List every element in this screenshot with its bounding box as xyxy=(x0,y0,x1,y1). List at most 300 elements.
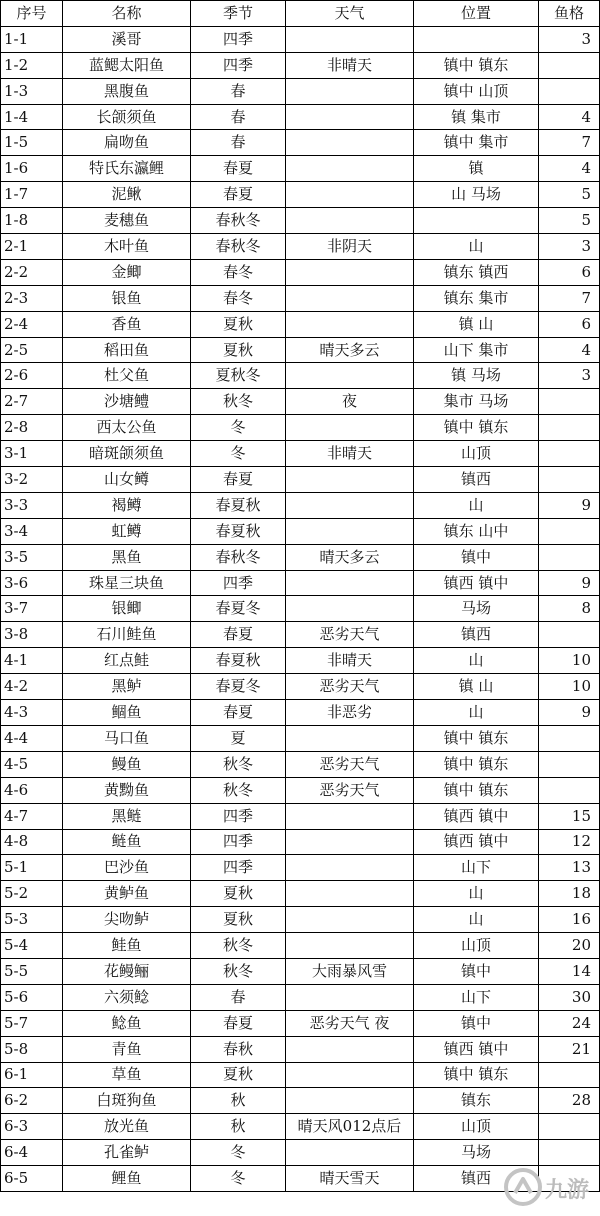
table-row xyxy=(1,363,600,389)
cell-season: 夏秋 xyxy=(191,1062,286,1088)
table-row xyxy=(1,596,600,622)
table-row xyxy=(1,1010,600,1036)
cell-location: 镇 集市 xyxy=(414,104,539,130)
cell-location xyxy=(414,208,539,234)
cell-location: 镇西 xyxy=(414,1166,539,1192)
cell-location: 山 马场 xyxy=(414,182,539,208)
table-row xyxy=(1,467,600,493)
cell-slots xyxy=(539,389,600,415)
cell-name: 六须鲶 xyxy=(63,984,191,1010)
cell-location: 山下 集市 xyxy=(414,337,539,363)
cell-name: 鲢鱼 xyxy=(63,829,191,855)
cell-weather: 晴天多云 xyxy=(286,337,414,363)
cell-name: 马口鱼 xyxy=(63,725,191,751)
cell-id: 6-1 xyxy=(1,1062,63,1088)
cell-slots: 4 xyxy=(539,156,600,182)
cell-slots: 18 xyxy=(539,881,600,907)
cell-weather xyxy=(286,259,414,285)
cell-name: 放光鱼 xyxy=(63,1114,191,1140)
cell-slots xyxy=(539,441,600,467)
cell-season: 春冬 xyxy=(191,285,286,311)
cell-slots xyxy=(539,1166,600,1192)
cell-location: 山顶 xyxy=(414,441,539,467)
cell-location: 马场 xyxy=(414,596,539,622)
cell-name: 黑鱼 xyxy=(63,544,191,570)
cell-season: 春秋冬 xyxy=(191,208,286,234)
table-row xyxy=(1,570,600,596)
cell-name: 香鱼 xyxy=(63,311,191,337)
table-row xyxy=(1,389,600,415)
cell-slots: 16 xyxy=(539,907,600,933)
cell-weather xyxy=(286,78,414,104)
table-row xyxy=(1,622,600,648)
cell-season: 春夏 xyxy=(191,156,286,182)
cell-weather: 晴天雪天 xyxy=(286,1166,414,1192)
cell-slots xyxy=(539,1140,600,1166)
cell-location: 镇西 镇中 xyxy=(414,570,539,596)
cell-name: 虹鳟 xyxy=(63,518,191,544)
table-row xyxy=(1,777,600,803)
cell-name: 暗斑颌须鱼 xyxy=(63,441,191,467)
cell-location: 山 xyxy=(414,234,539,260)
cell-location: 镇中 xyxy=(414,958,539,984)
cell-id: 5-5 xyxy=(1,958,63,984)
cell-location xyxy=(414,26,539,52)
cell-id: 5-3 xyxy=(1,907,63,933)
cell-location: 镇中 镇东 xyxy=(414,725,539,751)
cell-location: 镇西 xyxy=(414,622,539,648)
table-row xyxy=(1,1062,600,1088)
header-row xyxy=(1,1,600,27)
cell-name: 花鳗鲡 xyxy=(63,958,191,984)
cell-season: 春夏 xyxy=(191,1010,286,1036)
cell-season: 秋冬 xyxy=(191,933,286,959)
table-row xyxy=(1,881,600,907)
cell-weather xyxy=(286,907,414,933)
cell-season: 春 xyxy=(191,130,286,156)
table-row xyxy=(1,1088,600,1114)
cell-location: 镇东 镇西 xyxy=(414,259,539,285)
cell-season: 秋冬 xyxy=(191,389,286,415)
cell-slots xyxy=(539,467,600,493)
cell-name: 巴沙鱼 xyxy=(63,855,191,881)
cell-id: 1-4 xyxy=(1,104,63,130)
cell-name: 青鱼 xyxy=(63,1036,191,1062)
cell-weather: 恶劣天气 xyxy=(286,622,414,648)
cell-weather xyxy=(286,104,414,130)
cell-id: 5-7 xyxy=(1,1010,63,1036)
cell-slots xyxy=(539,415,600,441)
cell-location: 镇 山 xyxy=(414,311,539,337)
cell-season: 四季 xyxy=(191,855,286,881)
cell-season: 春夏冬 xyxy=(191,596,286,622)
cell-season: 秋冬 xyxy=(191,751,286,777)
cell-id: 3-8 xyxy=(1,622,63,648)
cell-id: 2-3 xyxy=(1,285,63,311)
cell-slots: 3 xyxy=(539,26,600,52)
cell-weather xyxy=(286,829,414,855)
cell-name: 银鱼 xyxy=(63,285,191,311)
table-row xyxy=(1,1114,600,1140)
cell-id: 1-1 xyxy=(1,26,63,52)
table-row xyxy=(1,337,600,363)
cell-location: 山 xyxy=(414,648,539,674)
cell-name: 扁吻鱼 xyxy=(63,130,191,156)
cell-location: 山 xyxy=(414,907,539,933)
cell-id: 4-1 xyxy=(1,648,63,674)
cell-id: 1-8 xyxy=(1,208,63,234)
cell-slots xyxy=(539,1114,600,1140)
cell-id: 3-2 xyxy=(1,467,63,493)
cell-name: 溪哥 xyxy=(63,26,191,52)
cell-weather xyxy=(286,208,414,234)
cell-id: 3-1 xyxy=(1,441,63,467)
cell-weather xyxy=(286,1088,414,1114)
cell-id: 3-4 xyxy=(1,518,63,544)
cell-weather xyxy=(286,1140,414,1166)
table-row xyxy=(1,182,600,208)
cell-season: 秋冬 xyxy=(191,777,286,803)
cell-weather: 恶劣天气 xyxy=(286,777,414,803)
table-row xyxy=(1,855,600,881)
cell-slots: 8 xyxy=(539,596,600,622)
cell-weather xyxy=(286,933,414,959)
cell-name: 黄黝鱼 xyxy=(63,777,191,803)
table-row xyxy=(1,984,600,1010)
cell-weather: 非阴天 xyxy=(286,234,414,260)
cell-slots xyxy=(539,518,600,544)
table-row xyxy=(1,415,600,441)
cell-weather xyxy=(286,725,414,751)
cell-weather: 非晴天 xyxy=(286,52,414,78)
cell-season: 夏秋 xyxy=(191,907,286,933)
cell-season: 夏秋 xyxy=(191,311,286,337)
cell-slots xyxy=(539,78,600,104)
cell-name: 白斑狗鱼 xyxy=(63,1088,191,1114)
cell-weather xyxy=(286,467,414,493)
cell-id: 4-5 xyxy=(1,751,63,777)
cell-id: 4-7 xyxy=(1,803,63,829)
cell-location: 镇东 山中 xyxy=(414,518,539,544)
cell-slots xyxy=(539,622,600,648)
cell-season: 春夏秋 xyxy=(191,492,286,518)
header-id: 序号 xyxy=(1,1,63,27)
cell-name: 珠星三块鱼 xyxy=(63,570,191,596)
cell-name: 杜父鱼 xyxy=(63,363,191,389)
cell-name: 石川鲑鱼 xyxy=(63,622,191,648)
cell-id: 2-5 xyxy=(1,337,63,363)
cell-location: 镇东 xyxy=(414,1088,539,1114)
header-location: 位置 xyxy=(414,1,539,27)
cell-season: 春 xyxy=(191,78,286,104)
cell-slots: 12 xyxy=(539,829,600,855)
cell-location: 镇西 xyxy=(414,467,539,493)
cell-weather: 晴天风012点后 xyxy=(286,1114,414,1140)
table-row xyxy=(1,674,600,700)
table-row xyxy=(1,518,600,544)
cell-location: 山下 xyxy=(414,855,539,881)
cell-slots: 6 xyxy=(539,311,600,337)
cell-name: 麦穗鱼 xyxy=(63,208,191,234)
table-row xyxy=(1,751,600,777)
cell-season: 春 xyxy=(191,984,286,1010)
cell-id: 3-7 xyxy=(1,596,63,622)
cell-weather xyxy=(286,803,414,829)
cell-slots xyxy=(539,751,600,777)
cell-location: 集市 马场 xyxy=(414,389,539,415)
table-row xyxy=(1,234,600,260)
cell-name: 尖吻鲈 xyxy=(63,907,191,933)
cell-id: 5-1 xyxy=(1,855,63,881)
cell-location: 镇东 集市 xyxy=(414,285,539,311)
table-row xyxy=(1,1166,600,1192)
cell-name: 山女鳟 xyxy=(63,467,191,493)
cell-season: 春冬 xyxy=(191,259,286,285)
cell-weather xyxy=(286,130,414,156)
cell-id: 4-3 xyxy=(1,700,63,726)
cell-weather xyxy=(286,518,414,544)
table-row xyxy=(1,441,600,467)
cell-season: 春夏秋 xyxy=(191,518,286,544)
cell-id: 4-8 xyxy=(1,829,63,855)
cell-location: 山下 xyxy=(414,984,539,1010)
table-row xyxy=(1,26,600,52)
table-row xyxy=(1,803,600,829)
cell-location: 镇中 山顶 xyxy=(414,78,539,104)
cell-slots: 9 xyxy=(539,700,600,726)
cell-id: 6-4 xyxy=(1,1140,63,1166)
cell-slots: 7 xyxy=(539,285,600,311)
cell-slots: 21 xyxy=(539,1036,600,1062)
cell-slots xyxy=(539,725,600,751)
cell-name: 鲶鱼 xyxy=(63,1010,191,1036)
cell-weather: 非晴天 xyxy=(286,648,414,674)
cell-location: 山顶 xyxy=(414,933,539,959)
header-name: 名称 xyxy=(63,1,191,27)
table-row xyxy=(1,1140,600,1166)
cell-name: 红点鲑 xyxy=(63,648,191,674)
cell-name: 金鲫 xyxy=(63,259,191,285)
cell-location: 山 xyxy=(414,700,539,726)
cell-slots: 5 xyxy=(539,182,600,208)
cell-season: 冬 xyxy=(191,1140,286,1166)
cell-season: 春夏秋 xyxy=(191,648,286,674)
cell-name: 长颌须鱼 xyxy=(63,104,191,130)
cell-id: 3-5 xyxy=(1,544,63,570)
table-row xyxy=(1,311,600,337)
cell-name: 黑腹鱼 xyxy=(63,78,191,104)
cell-season: 秋 xyxy=(191,1114,286,1140)
cell-id: 2-4 xyxy=(1,311,63,337)
cell-slots: 24 xyxy=(539,1010,600,1036)
cell-season: 冬 xyxy=(191,1166,286,1192)
cell-name: 褐鳟 xyxy=(63,492,191,518)
table-row xyxy=(1,156,600,182)
cell-location: 镇中 镇东 xyxy=(414,751,539,777)
cell-weather xyxy=(286,492,414,518)
cell-weather xyxy=(286,1062,414,1088)
cell-slots: 14 xyxy=(539,958,600,984)
cell-id: 6-2 xyxy=(1,1088,63,1114)
cell-id: 5-6 xyxy=(1,984,63,1010)
table-row xyxy=(1,285,600,311)
table-row xyxy=(1,933,600,959)
cell-location: 山 xyxy=(414,492,539,518)
cell-id: 5-4 xyxy=(1,933,63,959)
cell-location: 镇 马场 xyxy=(414,363,539,389)
cell-id: 6-5 xyxy=(1,1166,63,1192)
cell-season: 四季 xyxy=(191,52,286,78)
cell-location: 镇中 镇东 xyxy=(414,52,539,78)
cell-id: 1-3 xyxy=(1,78,63,104)
cell-slots: 30 xyxy=(539,984,600,1010)
cell-slots: 13 xyxy=(539,855,600,881)
table-row xyxy=(1,907,600,933)
cell-slots xyxy=(539,1062,600,1088)
cell-location: 镇中 xyxy=(414,1010,539,1036)
cell-weather: 恶劣天气 夜 xyxy=(286,1010,414,1036)
cell-slots xyxy=(539,52,600,78)
cell-id: 1-2 xyxy=(1,52,63,78)
watermark-text: 九游 xyxy=(545,1178,590,1203)
cell-season: 春秋冬 xyxy=(191,544,286,570)
cell-weather: 晴天多云 xyxy=(286,544,414,570)
cell-slots: 15 xyxy=(539,803,600,829)
cell-name: 西太公鱼 xyxy=(63,415,191,441)
table-row xyxy=(1,259,600,285)
header-season: 季节 xyxy=(191,1,286,27)
table-row xyxy=(1,829,600,855)
cell-location: 镇中 镇东 xyxy=(414,777,539,803)
cell-weather xyxy=(286,881,414,907)
table-row xyxy=(1,648,600,674)
cell-name: 稻田鱼 xyxy=(63,337,191,363)
cell-name: 鲴鱼 xyxy=(63,700,191,726)
header-weather: 天气 xyxy=(286,1,414,27)
cell-slots: 28 xyxy=(539,1088,600,1114)
cell-id: 6-3 xyxy=(1,1114,63,1140)
table-row xyxy=(1,700,600,726)
cell-weather xyxy=(286,156,414,182)
cell-id: 5-2 xyxy=(1,881,63,907)
cell-weather xyxy=(286,363,414,389)
cell-id: 1-7 xyxy=(1,182,63,208)
table-row xyxy=(1,52,600,78)
cell-id: 2-6 xyxy=(1,363,63,389)
cell-name: 鲤鱼 xyxy=(63,1166,191,1192)
cell-season: 春夏 xyxy=(191,467,286,493)
cell-weather xyxy=(286,285,414,311)
cell-name: 银鲫 xyxy=(63,596,191,622)
cell-location: 镇中 镇东 xyxy=(414,415,539,441)
cell-season: 四季 xyxy=(191,570,286,596)
cell-season: 春夏 xyxy=(191,622,286,648)
cell-weather: 恶劣天气 xyxy=(286,674,414,700)
cell-weather xyxy=(286,311,414,337)
cell-season: 春秋冬 xyxy=(191,234,286,260)
cell-name: 蓝鳃太阳鱼 xyxy=(63,52,191,78)
cell-location: 镇西 镇中 xyxy=(414,829,539,855)
cell-name: 黑鲢 xyxy=(63,803,191,829)
cell-weather xyxy=(286,984,414,1010)
cell-id: 4-6 xyxy=(1,777,63,803)
cell-name: 黄鲈鱼 xyxy=(63,881,191,907)
cell-weather: 大雨暴风雪 xyxy=(286,958,414,984)
cell-slots xyxy=(539,544,600,570)
cell-id: 2-7 xyxy=(1,389,63,415)
cell-slots: 10 xyxy=(539,648,600,674)
cell-weather xyxy=(286,1036,414,1062)
cell-slots: 5 xyxy=(539,208,600,234)
cell-weather xyxy=(286,415,414,441)
table-row xyxy=(1,544,600,570)
cell-slots: 4 xyxy=(539,337,600,363)
cell-slots: 20 xyxy=(539,933,600,959)
cell-weather xyxy=(286,182,414,208)
cell-slots: 3 xyxy=(539,363,600,389)
cell-slots: 7 xyxy=(539,130,600,156)
cell-name: 泥鳅 xyxy=(63,182,191,208)
cell-season: 秋 xyxy=(191,1088,286,1114)
cell-location: 镇中 集市 xyxy=(414,130,539,156)
cell-slots xyxy=(539,777,600,803)
cell-season: 四季 xyxy=(191,803,286,829)
cell-weather: 非恶劣 xyxy=(286,700,414,726)
cell-id: 1-6 xyxy=(1,156,63,182)
table-row xyxy=(1,104,600,130)
cell-season: 夏秋 xyxy=(191,337,286,363)
cell-id: 1-5 xyxy=(1,130,63,156)
cell-slots: 3 xyxy=(539,234,600,260)
cell-season: 春 xyxy=(191,104,286,130)
cell-name: 孔雀鲈 xyxy=(63,1140,191,1166)
cell-season: 春秋 xyxy=(191,1036,286,1062)
cell-season: 夏 xyxy=(191,725,286,751)
cell-name: 鲑鱼 xyxy=(63,933,191,959)
table-row xyxy=(1,130,600,156)
cell-season: 夏秋冬 xyxy=(191,363,286,389)
cell-location: 镇西 镇中 xyxy=(414,1036,539,1062)
table-row xyxy=(1,1036,600,1062)
cell-name: 特氏东瀛鲤 xyxy=(63,156,191,182)
header-slots: 鱼格 xyxy=(539,1,600,27)
cell-id: 5-8 xyxy=(1,1036,63,1062)
cell-id: 4-4 xyxy=(1,725,63,751)
cell-id: 2-2 xyxy=(1,259,63,285)
cell-location: 山 xyxy=(414,881,539,907)
cell-id: 2-1 xyxy=(1,234,63,260)
cell-season: 春夏 xyxy=(191,700,286,726)
cell-slots: 6 xyxy=(539,259,600,285)
table-row xyxy=(1,958,600,984)
cell-season: 春夏冬 xyxy=(191,674,286,700)
cell-weather xyxy=(286,26,414,52)
cell-id: 3-6 xyxy=(1,570,63,596)
cell-location: 镇西 镇中 xyxy=(414,803,539,829)
table-row xyxy=(1,208,600,234)
cell-name: 沙塘鳢 xyxy=(63,389,191,415)
table-row xyxy=(1,78,600,104)
cell-weather: 恶劣天气 xyxy=(286,751,414,777)
cell-slots: 10 xyxy=(539,674,600,700)
cell-season: 冬 xyxy=(191,415,286,441)
cell-location: 镇 xyxy=(414,156,539,182)
cell-location: 镇中 xyxy=(414,544,539,570)
table-row xyxy=(1,492,600,518)
cell-location: 镇中 镇东 xyxy=(414,1062,539,1088)
cell-season: 四季 xyxy=(191,26,286,52)
cell-season: 冬 xyxy=(191,441,286,467)
